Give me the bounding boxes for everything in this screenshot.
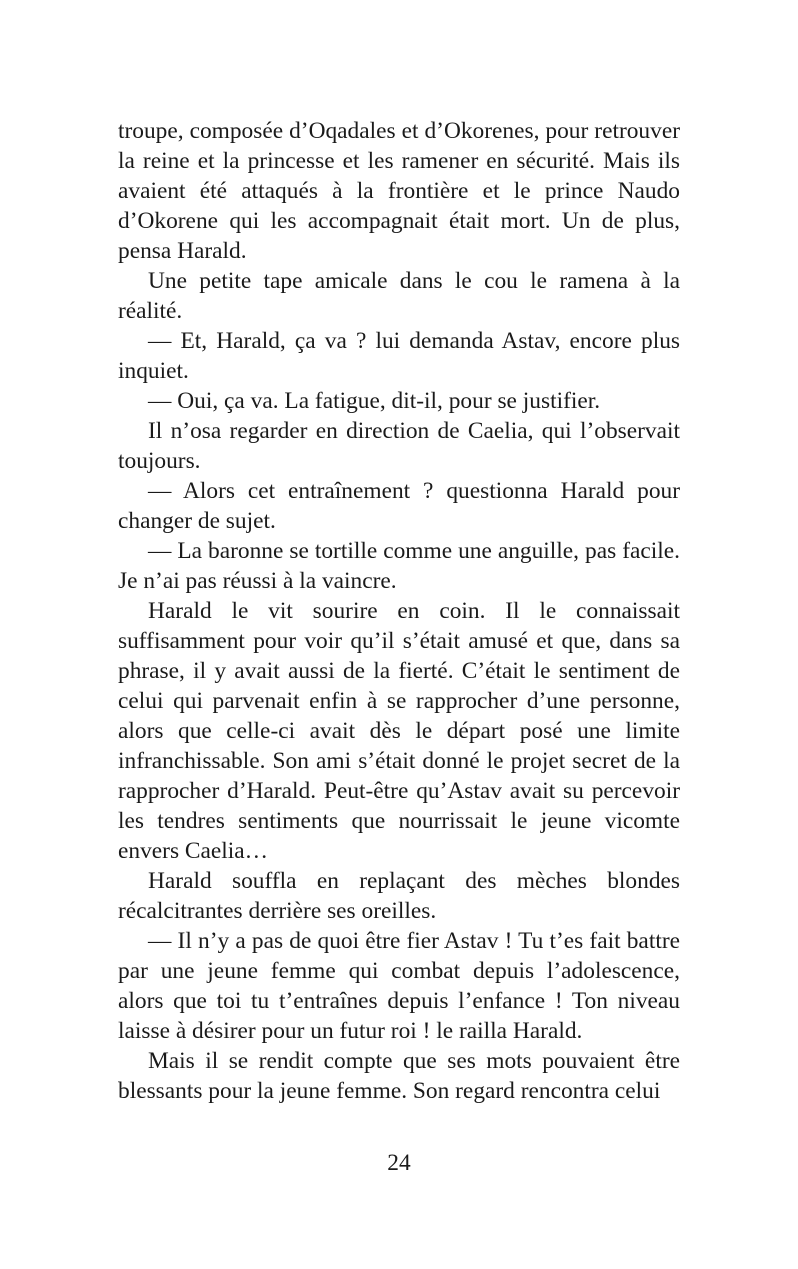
paragraph: Mais il se rendit compte que ses mots pouvaient être blessants pour la jeune femme. Son regard rencontra celui [118,1048,680,1104]
paragraph-continuation: troupe, composée d’Oqadales et d’Okorenes, pour retrouver la reine et la princesse et les ramener en sécurité. Mais ils avaient été attaqués à la frontière et le prince Naudo d’Okorene qui les accompagnait était mort. Un de plus, pensa Harald. [118,118,680,264]
dialogue-line: — Oui, ça va. La fatigue, dit-il, pour se justifier. [148,388,601,414]
dialogue-line: — Alors cet entraînement ? questionna Harald pour changer de sujet. [118,478,680,534]
paragraph: Une petite tape amicale dans le cou le ramena à la réalité. [118,268,680,324]
paragraph: Harald le vit sourire en coin. Il le connaissait suffisamment pour voir qu’il s’était amusé et que, dans sa phrase, il y avait aussi de la fierté. C’était le sentiment de celui qui parvenait enfin à se rapprocher d’une personne, alors que celle-ci avait dès le départ posé une limite infranchissable. Son ami s’était donné le projet secret de la rapprocher d’Harald. Peut-être qu’Astav avait su percevoir les tendres sentiments que nourrissait le jeune vicomte envers Caelia… [118,598,680,864]
dialogue-line: — Et, Harald, ça va ? lui demanda Astav, encore plus inquiet. [118,328,680,384]
page-number: 24 [387,1150,411,1176]
paragraph: Harald souffla en replaçant des mèches blondes récalcitrantes derrière ses oreilles. [118,868,680,924]
dialogue-line: — Il n’y a pas de quoi être fier Astav ! Tu t’es fait battre par une jeune femme qui combat depuis l’adolescence, alors que toi tu t’entraînes depuis l’enfance ! Ton niveau laisse à désirer pour un futur roi ! le railla Harald. [118,928,680,1044]
dialogue-line: — La baronne se tortille comme une anguille, pas facile. Je n’ai pas réussi à la vaincre. [118,538,680,594]
paragraph: Il n’osa regarder en direction de Caelia, qui l’observait toujours. [118,418,680,474]
body-text [118,116,680,1106]
